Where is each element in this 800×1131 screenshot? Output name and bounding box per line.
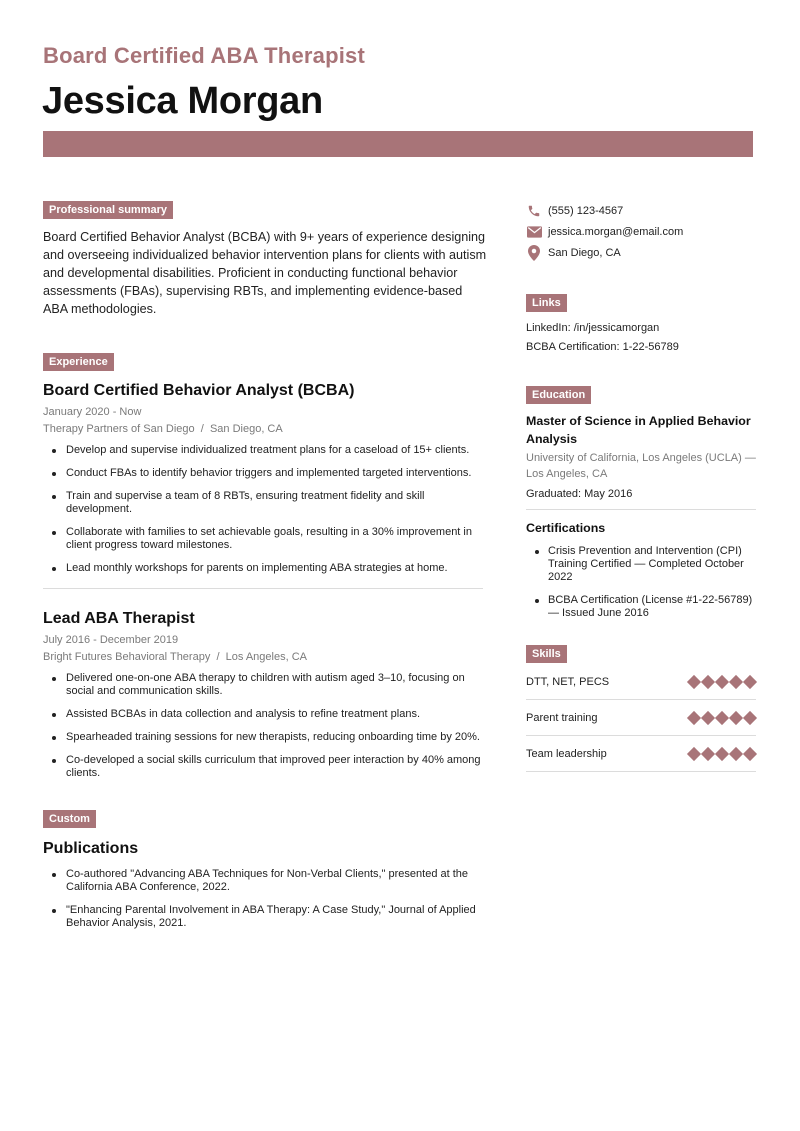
job-headline: Board Certified ABA Therapist xyxy=(43,43,365,68)
list-item: Lead monthly workshops for parents on implementing ABA strategies at home. xyxy=(43,562,488,575)
phone-icon xyxy=(526,203,542,219)
job-title: Lead ABA Therapist xyxy=(43,610,195,627)
rating-diamond-icon xyxy=(701,710,715,724)
divider xyxy=(43,588,483,589)
rating-diamond-icon xyxy=(729,746,743,760)
rating-diamond-icon xyxy=(743,710,757,724)
section-tag-links: Links xyxy=(526,294,567,312)
email-text[interactable]: jessica.morgan@email.com xyxy=(548,225,684,238)
job-location: San Diego, CA xyxy=(209,423,283,435)
skill-rating xyxy=(688,713,756,723)
list-item: Spearheaded training sessions for new therapists, reducing onboarding time by 20%. xyxy=(43,731,488,744)
list-item: Conduct FBAs to identify behavior triggers and implemented targeted interventions. xyxy=(43,467,488,480)
location-pin-icon xyxy=(526,245,542,261)
linkedin-link[interactable]: LinkedIn: /in/jessicamorgan xyxy=(526,322,660,334)
rating-diamond-icon xyxy=(715,674,729,688)
list-item: Train and supervise a team of 8 RBTs, ensuring treatment fidelity and skill development. xyxy=(43,490,488,516)
section-tag-skills: Skills xyxy=(526,645,567,663)
section-tag-summary: Professional summary xyxy=(43,201,173,219)
list-item: Co-developed a social skills curriculum that improved peer interaction by 40% among clients. xyxy=(43,754,488,780)
summary-text: Board Certified Behavior Analyst (BCBA) with 9+ years of experience designing and overseeing individualized behavior intervention plans for clients with autism and developmental disabilities. Proficient in conducting functional behavior assessments (FBAs), supervising RBTs, and implementing evidence-based ABA methodologies. xyxy=(43,230,487,316)
phone-text[interactable]: (555) 123-4567 xyxy=(548,204,624,217)
rating-diamond-icon xyxy=(687,746,701,760)
skill-row xyxy=(526,700,756,736)
list-item: Co-authored "Advancing ABA Techniques for Non-Verbal Clients," presented at the California ABA Conference, 2022. xyxy=(43,868,488,894)
section-tag-experience: Experience xyxy=(43,353,114,371)
skill-name: Team leadership xyxy=(526,747,607,760)
skill-rating xyxy=(688,749,756,759)
list-item: Assisted BCBAs in data collection and analysis to refine treatment plans. xyxy=(43,708,488,721)
skill-name: DTT, NET, PECS xyxy=(526,675,610,688)
certifications-list xyxy=(526,545,758,620)
list-item: BCBA Certification (License #1-22-56789) — Issued June 2016 xyxy=(526,594,758,620)
rating-diamond-icon xyxy=(715,710,729,724)
links-list xyxy=(526,319,758,357)
rating-diamond-icon xyxy=(729,710,743,724)
publications-list xyxy=(43,868,488,930)
skill-row xyxy=(526,736,756,772)
job-separator: / xyxy=(216,651,220,663)
contact-location xyxy=(526,242,758,263)
rating-diamond-icon xyxy=(729,674,743,688)
job-company-location xyxy=(43,423,488,435)
rating-diamond-icon xyxy=(701,674,715,688)
job-dates: July 2016 - December 2019 xyxy=(43,634,179,646)
certifications-heading: Certifications xyxy=(526,521,606,535)
skills-list xyxy=(526,664,756,772)
bcba-cert-link[interactable]: BCBA Certification: 1-22-56789 xyxy=(526,341,679,353)
job-company-location xyxy=(43,651,488,663)
publications-heading: Publications xyxy=(43,840,139,857)
main-column xyxy=(43,200,488,940)
location-text: San Diego, CA xyxy=(548,246,621,259)
section-tag-custom: Custom xyxy=(43,810,96,828)
contact-phone xyxy=(526,200,758,221)
sidebar-column xyxy=(526,200,758,772)
email-icon xyxy=(526,224,542,240)
rating-diamond-icon xyxy=(687,674,701,688)
rating-diamond-icon xyxy=(701,746,715,760)
contact-email xyxy=(526,221,758,242)
skill-name: Parent training xyxy=(526,711,598,724)
education-degree: Master of Science in Applied Behavior Analysis xyxy=(526,414,751,446)
divider xyxy=(526,509,756,510)
list-item: "Enhancing Parental Involvement in ABA Therapy: A Case Study," Journal of Applied Behavior Analysis, 2021. xyxy=(43,904,488,930)
candidate-name: Jessica Morgan xyxy=(42,80,323,122)
skill-rating xyxy=(688,677,756,687)
job-bullets xyxy=(43,672,488,780)
list-item: Collaborate with families to set achievable goals, resulting in a 30% improvement in client progress toward milestones. xyxy=(43,526,488,552)
job-entry xyxy=(43,610,488,780)
education-school: University of California, Los Angeles (UCLA) — Los Angeles, CA xyxy=(526,452,756,480)
job-company: Therapy Partners of San Diego xyxy=(43,423,195,435)
rating-diamond-icon xyxy=(743,674,757,688)
job-title: Board Certified Behavior Analyst (BCBA) xyxy=(43,382,355,399)
list-item: Crisis Prevention and Intervention (CPI) Training Certified — Completed October 2022 xyxy=(526,545,758,584)
education-graduated: Graduated: May 2016 xyxy=(526,488,633,500)
skill-row xyxy=(526,664,756,700)
job-separator: / xyxy=(200,423,204,435)
list-item: Develop and supervise individualized treatment plans for a caseload of 15+ clients. xyxy=(43,444,488,457)
job-entry xyxy=(43,382,488,575)
list-item: Delivered one-on-one ABA therapy to children with autism aged 3–10, focusing on social and communication skills. xyxy=(43,672,488,698)
job-company: Bright Futures Behavioral Therapy xyxy=(43,651,211,663)
contact-block xyxy=(526,200,758,263)
job-bullets xyxy=(43,444,488,575)
job-dates: January 2020 - Now xyxy=(43,406,142,418)
rating-diamond-icon xyxy=(743,746,757,760)
rating-diamond-icon xyxy=(687,710,701,724)
header-accent-bar xyxy=(43,131,753,157)
job-location: Los Angeles, CA xyxy=(225,651,307,663)
section-tag-education: Education xyxy=(526,386,591,404)
rating-diamond-icon xyxy=(715,746,729,760)
